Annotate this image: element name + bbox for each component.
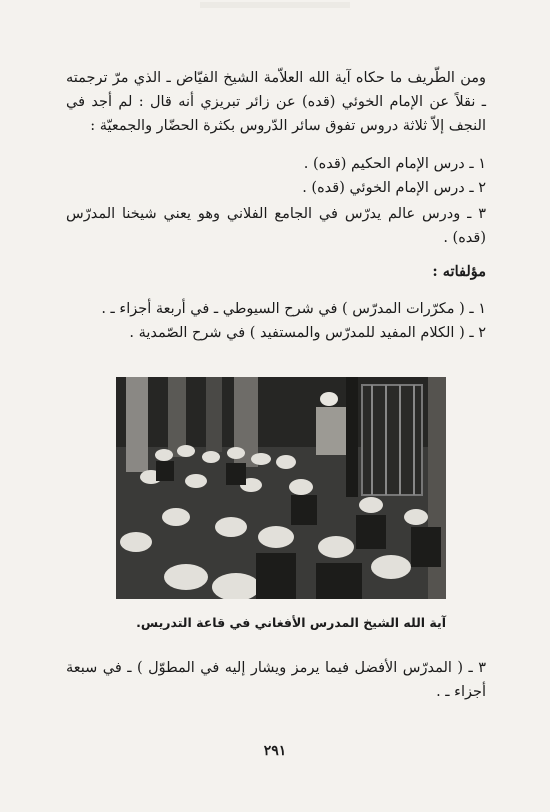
classroom-photo <box>116 377 446 599</box>
list-item: ٢ ـ ( الكلام المفيد للمدرّس والمستفيد ) في شرح الصّمدية . <box>129 325 486 341</box>
list-item: ٢ ـ درس الإمام الخوئي (قده) . <box>302 180 486 196</box>
intro-paragraph: ومن الطّريف ما حكاه آية الله العلاّمة الشيخ الفيّاض ـ الذي مرّ ترجمته ـ نقلاً عن الإمام الخوئي (قده) عن زائر تبريزي أنه قال : لم أجد في النجف إلاّ ثلاثة دروس تفوق سائر الدّروس بكثرة الحضّار والجمعيّة : <box>66 70 486 134</box>
works-heading: مؤلفاته : <box>432 263 486 280</box>
list-item: ٣ ـ ( المدرّس الأفضل فيما يرمز ويشار إليه في المطوّل ) ـ في سبعة أجزاء ـ . <box>66 660 486 700</box>
faint-header-mark <box>200 2 350 8</box>
page-number: ٢٩١ <box>263 743 287 759</box>
photo-caption: آية الله الشيخ المدرس الأفغاني في قاعة التدريس. <box>136 615 446 630</box>
lessons-list <box>66 152 486 200</box>
list-item: ١ ـ ( مكرّرات المدرّس ) في شرح السيوطي ـ في أربعة أجزاء ـ . <box>101 301 486 317</box>
list-item: ٣ ـ ودرس عالم يدرّس في الجامع الفلاني وهو يعني شيخنا المدرّس (قده) . <box>66 206 486 246</box>
works-list <box>66 297 486 345</box>
list-item: ١ ـ درس الإمام الحكيم (قده) . <box>303 156 486 172</box>
